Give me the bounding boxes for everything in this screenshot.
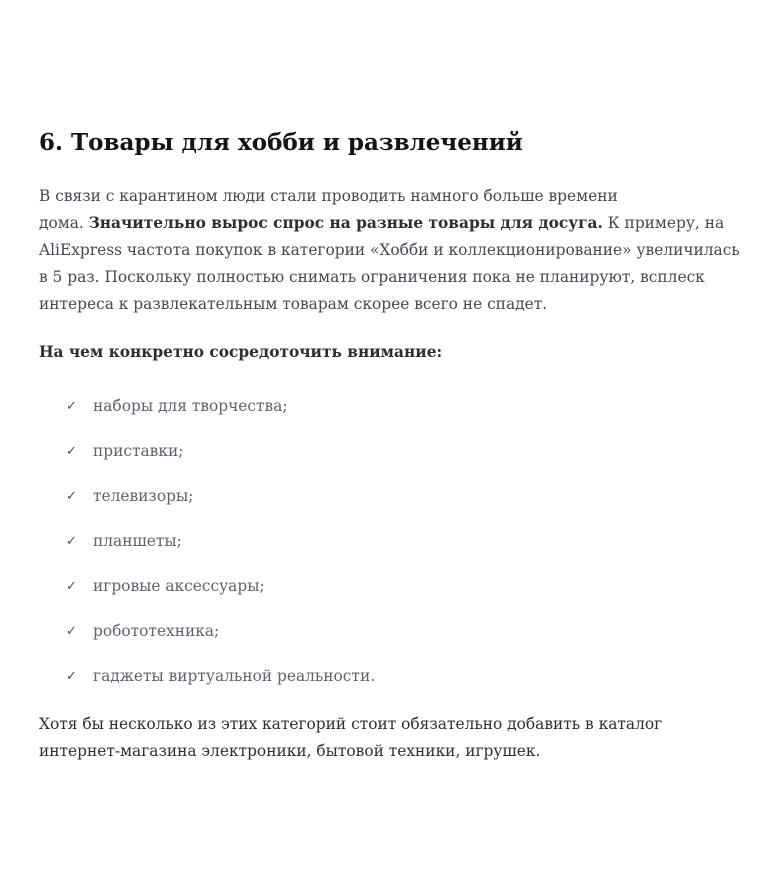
intro-bold-text: Значительно вырос спрос на разные товары для досуга.	[88, 214, 603, 232]
checkmark-icon: ✓	[66, 624, 77, 639]
checkmark-icon: ✓	[66, 579, 77, 594]
list-item-text: робототехника;	[93, 622, 220, 640]
intro-text-rest: К примеру, на AliExpress частота покупок в категории «Хобби и коллекционирование» увеличилась в 5 раз. Поскольку полностью снимать ограничения пока не планируют, всплеск интереса к развлекательным товарам скорее всего не спадет.	[39, 214, 740, 313]
list-item-text: приставки;	[93, 442, 184, 460]
list-item-text: гаджеты виртуальной реальности.	[93, 667, 376, 685]
checkmark-icon: ✓	[66, 534, 77, 549]
list-item-text: наборы для творчества;	[93, 397, 288, 415]
list-item-text: игровые аксессуары;	[93, 577, 265, 595]
checkmark-icon: ✓	[66, 399, 77, 414]
checkmark-icon: ✓	[66, 669, 77, 684]
intro-text-line-1: В связи с карантином люди стали проводить намного больше времени	[39, 187, 618, 205]
intro-paragraph	[39, 183, 745, 318]
checkmark-icon: ✓	[66, 444, 77, 459]
list-item-text: планшеты;	[93, 532, 182, 550]
list-item-text: телевизоры;	[93, 487, 194, 505]
intro-text-start: дома.	[39, 214, 89, 232]
outro-paragraph: Хотя бы несколько из этих категорий стоит обязательно добавить в каталог интернет-магазина электроники, бытовой техники, игрушек.	[39, 715, 663, 760]
list-subheading: На чем конкретно сосредоточить внимание:	[39, 343, 443, 361]
checkmark-icon: ✓	[66, 489, 77, 504]
section-heading: 6. Товары для хобби и развлечений	[39, 129, 523, 156]
